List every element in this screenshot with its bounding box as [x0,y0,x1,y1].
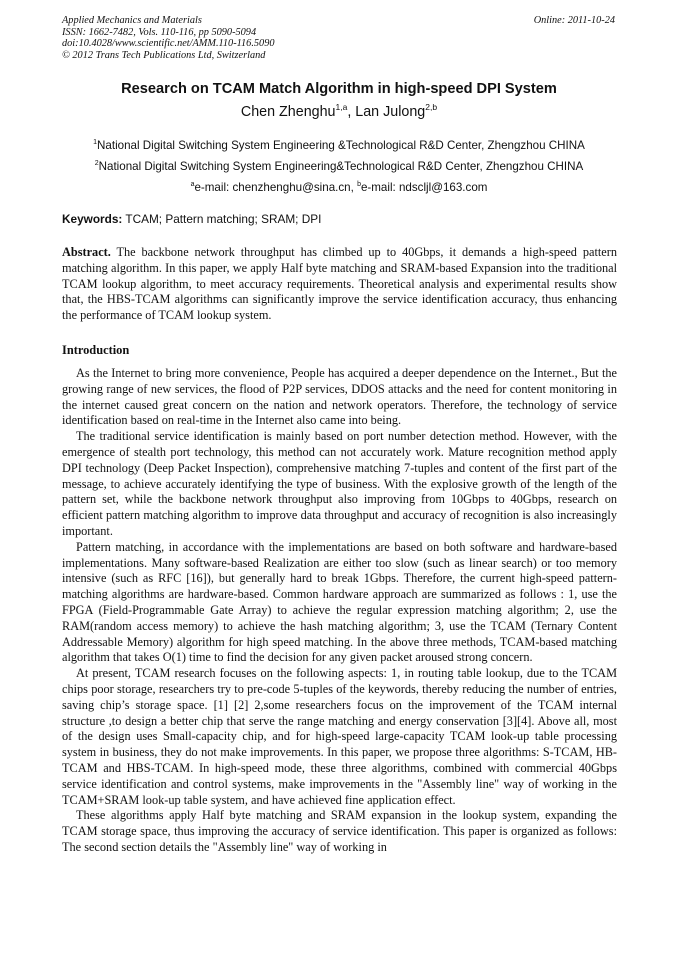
intro-paragraph-3: Pattern matching, in accordance with the implementations are based on both software and hardware-based implementations. Many software-based Realization are either too slow (such as linear search) or too memory intensive (such as RFC [16]), but generally hard to break 1Gbps. Therefore, the current high-speed pattern-matching algorithms are hardware-based. Common hardware approach are summarized as follows : 1, use the FPGA (Field-Programmable Gate Array) to achieve the regular expression matching algorithm; 2, use the RAM(random access memory) to achieve the hash matching algorithm; 3, use the TCAM (Ternary Content Addressable Memory) algorithm for high speed matching. In the above three methods, TCAM-based matching algorithm that takes O(1) time to find the decision for any given packet aroused strong concern. [62,539,617,665]
affiliation-1 [0,139,678,152]
journal-name: Applied Mechanics and Materials [62,15,202,26]
email-line [0,181,678,194]
online-date: Online: 2011-10-24 [533,15,615,26]
author-1-superscript: 1,a [335,102,348,112]
affiliation-1-superscript: 1 [93,139,98,147]
issn-line: ISSN: 1662-7482, Vols. 110-116, pp 5090-5094 [62,26,257,38]
email-a-text: e-mail: chenzhenghu@sina.cn, [194,181,358,194]
affiliation-1-text: National Digital Switching System Engineering &Technological R&D Center, Zhengzhou CHINA [97,139,585,152]
affiliation-2-text: National Digital Switching System Engineering&Technological R&D Center, Zhengzhou CHINA [98,160,584,173]
affiliation-2-superscript: 2 [94,160,99,168]
keywords-text: TCAM; Pattern matching; SRAM; DPI [122,212,322,226]
author-separator: , [347,103,356,120]
email-b-superscript: b [357,181,361,189]
abstract-label: Abstract. [62,245,111,259]
introduction-body [62,366,617,856]
intro-paragraph-5: These algorithms apply Half byte matching and SRAM expansion in the lookup system, expanding the TCAM storage space, thus improving the accuracy of service identification. This paper is organized as follows: The second section details the "Assembly line" way of working in [62,808,617,854]
author-2-name: Lan Julong [355,103,426,120]
keywords-label: Keywords: [62,212,123,226]
author-1-name: Chen Zhenghu [240,103,336,120]
email-b-text: e-mail: ndscljl@163.com [360,181,488,194]
intro-paragraph-4: At present, TCAM research focuses on the following aspects: 1, in routing table lookup, due to the TCAM chips poor storage, researchers try to pre-code 5-tuples of the keywords, thereby reducing the number of entries, saving chip’s storage space. [1] [2] 2,some researchers focus on the improvement of the TCAM internal structure ,to design a better chip that serve the range matching and energy conservation [3][4]. Above all, most of the design uses Small-capacity chip, and for high-speed large-capacity TCAM look-up table processing system in business, they do not make improvements. In this paper, we propose three algorithms: S-TCAM, HB-TCAM and HBS-TCAM. In high-speed mode, these three algorithms, combined with commercial 40Gbps service identification and control systems, make improvements in the "Assembly line" way of working in the TCAM+SRAM look-up table system, and have achieved fine application effect. [62,666,617,807]
intro-paragraph-2: The traditional service identification is mainly based on port number detection method. However, with the emergence of stealth port technology, this method can not accurately work. Mature recognition method apply DPI technology (Deep Packet Inspection), comprehensive matching 7-tuples and content of the first part of the message, to achieve accurately identifying the type of business. With the explosive growth of the length of the pattern set, while the backbone network throughput also improving from 10Gbps to 40Gbps, research on efficient pattern matching algorithm to improve data throughput and accuracy of recognition is also increasingly important. [62,429,617,538]
paper-title: Research on TCAM Match Algorithm in high-speed DPI System [121,81,557,97]
abstract-text: The backbone network throughput has climbed up to 40Gbps, it demands a high-speed pattern matching algorithm. In this paper, we apply Half byte matching and SRAM-based Expansion into the traditional TCAM lookup algorithm, to meet accuracy requirements. Theoretical analysis and experimental results show that, the HBS-TCAM algorithms can significantly improve the service identification accuracy, thus enhancing the performance of TCAM lookup system. [62,245,617,323]
author-line [0,102,678,120]
email-a-superscript: a [190,181,195,189]
affiliation-2 [0,160,678,173]
copyright-line: © 2012 Trans Tech Publications Ltd, Switzerland [62,49,266,61]
author-2-superscript: 2,b [425,102,438,112]
doi-line: doi:10.4028/www.scientific.net/AMM.110-116.5090 [62,38,275,50]
journal-header [62,15,617,61]
introduction-heading: Introduction [62,343,130,357]
keywords-line [62,212,321,226]
intro-paragraph-1: As the Internet to bring more convenience, People has acquired a deeper dependence on the Internet., But the growing range of new services, the flood of P2P services, DDOS attacks and the need for content monitoring in the internet caused great concern on the nation and network operators. Therefore, the technology of service identification based on real-time in the Internet also came into being. [62,366,617,428]
abstract [62,245,617,324]
